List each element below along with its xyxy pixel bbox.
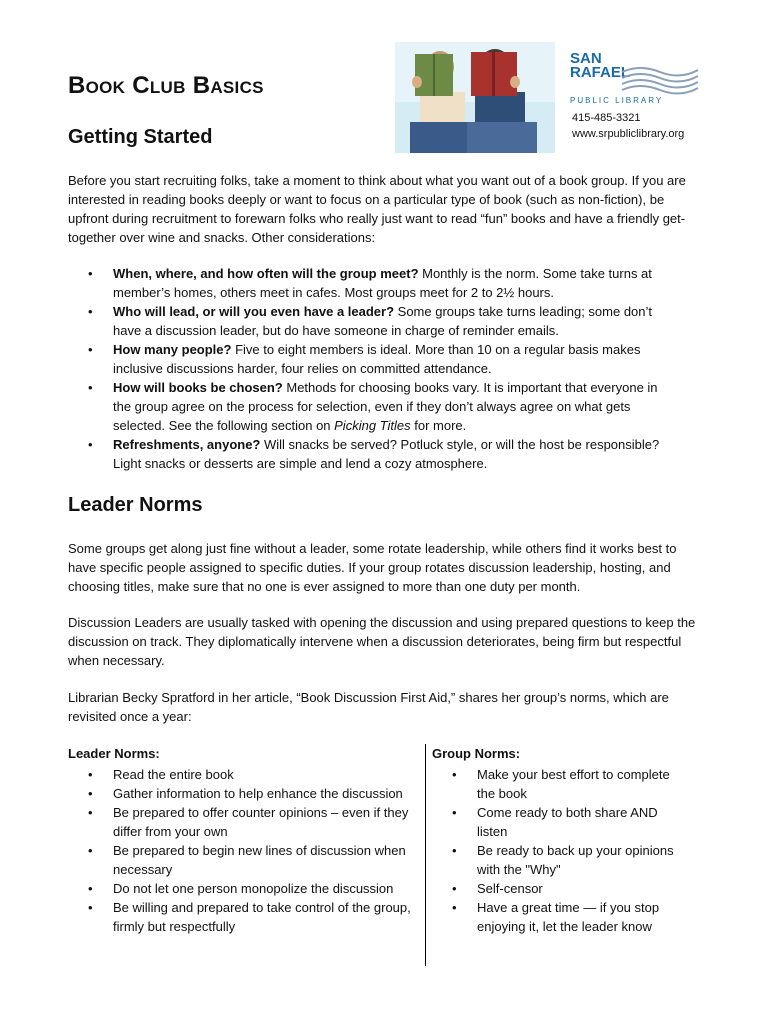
considerations-list bbox=[68, 264, 668, 473]
group-norms-column bbox=[432, 744, 682, 936]
list-item: • Gather information to help enhance the discussion bbox=[88, 786, 403, 801]
list-item: • Refreshments, anyone? Will snacks be served? Potluck style, or will the host be responsible? Light snacks or desserts are simple and lend a cozy atmosphere. bbox=[88, 437, 660, 471]
list-item: • Do not let one person monopolize the discussion bbox=[88, 881, 394, 896]
list-item: • How will books be chosen? Methods for choosing books vary. It is important that everyone in the group agree on the process for selection, even if they don’t always agree on what gets selected. See the following section on Picking Titles for more. bbox=[88, 380, 658, 433]
leader-paragraph-3: Librarian Becky Spratford in her article, “Book Discussion First Aid,” shares her group’s norms, which are revisited once a year: bbox=[68, 690, 669, 724]
leader-norms-heading: Leader Norms bbox=[68, 494, 203, 516]
list-item: • Come ready to both share AND listen bbox=[452, 805, 658, 839]
leader-norms-column-heading: Leader Norms: bbox=[68, 746, 160, 761]
list-item: • Make your best effort to complete the book bbox=[452, 767, 670, 801]
list-item: • How many people? Five to eight members is ideal. More than 10 on a regular basis makes inclusive discussions harder, four relies on committed attendance. bbox=[88, 342, 641, 376]
list-item: • When, where, and how often will the group meet? Monthly is the norm. Some take turns at member’s homes, others meet in cafes. Most groups meet for 2 to 2½ hours. bbox=[88, 266, 652, 300]
list-item: • Who will lead, or will you even have a leader? Some groups take turns leading; some don’t have a discussion leader, but do have someone in charge of reminder emails. bbox=[88, 304, 653, 338]
logo-subtitle: PUBLIC LIBRARY bbox=[570, 96, 664, 105]
leader-norms-column bbox=[68, 744, 418, 936]
list-item: • Self-censor bbox=[452, 881, 543, 896]
readers-photo bbox=[395, 42, 555, 153]
library-logo bbox=[570, 52, 700, 147]
intro-paragraph: Before you start recruiting folks, take a moment to think about what you want out of a book group. If you are interested in reading books deeply or want to focus on a particular type of book (such as non-fiction), be upfront during recruitment to forewarn folks who really just want to read “fun” books and have a friendly get-together over wine and snacks. Other considerations: bbox=[68, 173, 686, 245]
list-item: • Be ready to back up your opinions with the "Why" bbox=[452, 843, 674, 877]
wave-lines-icon bbox=[620, 62, 700, 96]
leader-paragraph-1: Some groups get along just fine without a leader, some rotate leadership, while others find it works best to have specific people assigned to specific duties. If your group rotates discussion leadership, hosting, and choosing titles, make sure that no one is ever assigned to more than one duty per month. bbox=[68, 541, 677, 594]
list-item: • Have a great time — if you stop enjoying it, let the leader know bbox=[452, 900, 660, 934]
library-phone: 415-485-3321 bbox=[572, 112, 641, 124]
list-item: • Read the entire book bbox=[88, 767, 234, 782]
group-norms-column-heading: Group Norms: bbox=[432, 746, 521, 761]
logo-wordmark-line2: RAFAEL bbox=[570, 64, 630, 81]
library-website[interactable]: www.srpubliclibrary.org bbox=[572, 128, 685, 140]
getting-started-heading: Getting Started bbox=[68, 126, 213, 148]
logo-wordmark-line1: SAN bbox=[570, 50, 602, 67]
page-title: Book Club Basics bbox=[68, 72, 264, 99]
leader-paragraph-2: Discussion Leaders are usually tasked with opening the discussion and using prepared questions to keep the discussion on track. They diplomatically intervene when a discussion deteriorates, being firm but respectful when necessary. bbox=[68, 615, 696, 668]
list-item: • Be willing and prepared to take control of the group, firmly but respectfully bbox=[88, 900, 411, 934]
list-item: • Be prepared to offer counter opinions – even if they differ from your own bbox=[88, 805, 409, 839]
column-divider bbox=[425, 744, 426, 966]
list-item: • Be prepared to begin new lines of discussion when necessary bbox=[88, 843, 406, 877]
